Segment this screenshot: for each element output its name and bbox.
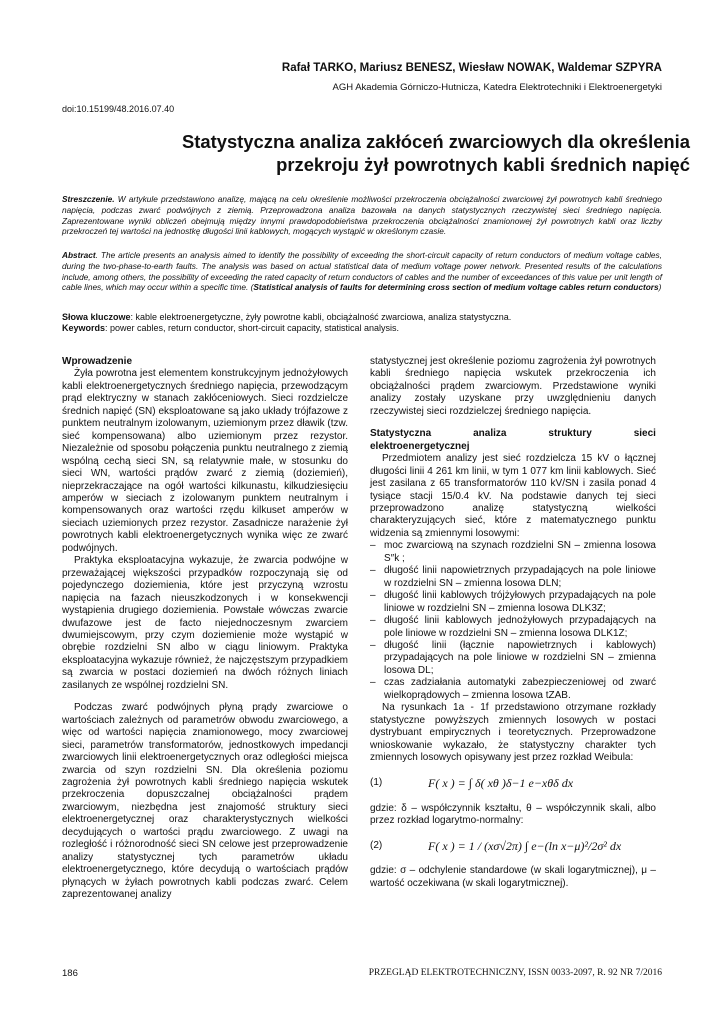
list-item [370,540,656,565]
doi[interactable]: doi:10.15199/48.2016.07.40 [62,104,175,114]
title-line-2: przekroju żył powrotnych kabli średnich napięć [276,154,690,175]
list-dash: – [370,677,376,689]
equation-2-number: (2) [370,840,383,852]
variables-list [370,540,656,702]
abstract-en [62,250,662,293]
list-item [370,565,656,590]
abstract-pl-lead: Streszczenie. [62,194,115,204]
keywords-en-text: : power cables, return conductor, short-circuit capacity, statistical analysis. [105,323,399,333]
journal-info: PRZEGLĄD ELEKTROTECHNICZNY, ISSN 0033-2097, R. 92 NR 7/2016 [368,968,662,978]
abstract-en-text: . The article presents an analysis aimed to identify the possibility of exceeding the short-circuit capacity of return conductors of medium voltage cables, during the two-phase-to-earth faults. The analysis was based on actual statistical data of medium voltage power network. Presented results of the calculations include, among others, the possibility of exceeding the rated capacity of return conductors of cables and the number of exceedances of this value per unit length of cable lines, which may occur within a specific time. ( [62,250,662,293]
paper-title [80,130,690,176]
abstract-en-close: ) [658,282,662,293]
list-item [370,677,656,702]
abstract-en-lead: Abstract [62,250,96,260]
page-number: 186 [62,968,78,979]
heading-word-2: analiza [473,428,507,440]
keywords-pl-label: Słowa kluczowe [62,312,131,322]
list-dash: – [370,590,376,602]
list-item-text: długość linii (łącznie napowietrznych i kablowych) przypadających na pole liniowe w rozdzielni SN – zmienna losowa DL; [384,639,656,676]
list-item-text: długość linii kablowych trójżyłowych przypadających na pole liniowe w rozdzielni SN – zmienna losowa DLK3Z; [384,590,656,614]
abstract-pl-text: W artykule przedstawiono analizę, mającą na celu określenie możliwości przekroczenia obciążalności zwarciowej żył powrotnych kabli średniego napięcia, podczas zwarć podwójnych z ziemią. Przeprowadzona analiza bazowała na danych statystycznych rzeczywistej sieci średniego napięcia. Zaprezentowane wyniki obliczeń obejmują między innymi prawdopodobieństwa przekroczenia obciążalności znamionowej żył powrotnych kabli oraz liczby przekroczeń tej wartości na jednostkę długości linii kablowych, mogących wystąpić w określonym czasie. [62,194,662,237]
list-item [370,640,656,677]
section-heading-intro: Wprowadzenie [62,356,133,367]
list-item-text: długość linii napowietrznych przypadających na pole liniowe w rozdzielni SN – zmienna losowa DLN; [384,565,656,589]
right-column [370,356,656,890]
analysis-paragraph-1: Przedmiotem analizy jest sieć rozdzielcza 15 kV o łącznej długości linii 4 261 km linii, w tym 1 077 km linii kablowych. Sieć jest zasilana z 65 transformatorów 110 kV/SN i zasila ponad 4 tysiące stacji 15/0.4 kV. Na podstawie danych tej sieci przeprowadzono analizę statystyczną wielkości charakteryzujących sieć, które z matematycznego punktu widzenia są zmiennymi losowymi: [370,453,656,539]
list-item-text: czas zadziałania automatyki zabezpieczeniowej od zwarć wielkoprądowych – zmienna losowa tZAB. [384,677,656,701]
list-item-text: długość linii kablowych jednożyłowych przypadających na pole liniowe w rozdzielni SN – zmienna losowa DLK1Z; [384,615,656,639]
intro-paragraph-cont: statystycznej jest określenie poziomu zagrożenia żył powrotnych kabli średniego napięcia wskutek przekroczenia ich obciążalności prądem zwarciowym. Przedstawione wyniki analizy zostały uzyskane przy uwzględnieniu danych rzeczywistej sieci rozdzielczej średniego napięcia. [370,356,656,417]
list-dash: – [370,540,376,552]
heading-word-3: struktury [548,428,592,440]
keywords-pl-text: : kable elektroenergetyczne, żyły powrotne kabli, obciążalność zwarciowa, analiza statystyczna. [130,312,512,322]
analysis-paragraph-2: Na rysunkach 1a - 1f przedstawiono otrzymane rozkłady statystyczne powyższych zmiennych losowych w postaci dystrybuant empirycznych i teoretycznych. Przeprowadzone wnioskowanie wykazało, że statystyczny charakter tych zmiennych losowych opisywany jest przez rozkład Weibula: [370,702,656,764]
analysis-paragraph-4: gdzie: σ – odchylenie standardowe (w skali logarytmicznej), μ – wartość oczekiwana (w skali logarytmicznej). [370,865,656,889]
analysis-paragraph-3: gdzie: δ – współczynnik kształtu, θ – współczynnik skali, albo przez rozkład logarytmo-normalny: [370,802,656,826]
equation-1-number: (1) [370,777,383,789]
intro-paragraph-2: Praktyka eksploatacyjna wykazuje, że zwarcia podwójne w przeważającej większości przypadków rozpoczynają się od pojedynczego doziemienia, które jest przyczyną wzrostu napięcia na fazach nieuszkodzonych i w konsekwencji wystąpienia drugiego doziemienia. Powstałe wówczas zwarcie dwufazowe jest de facto niejednoczesnym zwarciem dwumiejscowym, przy czym doziemienie może wystąpić w obrębie rozdzielni SN albo w ciągu liniowym. Praktyka eksploatacyjna wykazuje również, że najczęstszym przypadkiem są zwarcia w postaci doziemień na dwóch różnych liniach zasilanych ze wspólnej rozdzielni SN. [62,555,348,691]
equation-2 [370,827,656,865]
intro-paragraph-3: Podczas zwarć podwójnych płyną prądy zwarciowe o wartościach zależnych od parametrów obwodu zwarciowego, a więc od wartości napięcia znamionowego, mocy zwarciowej sieci, parametrów transformatorów, jednostkowych impedancji zwarciowych linii elektroenergetycznych oraz odległości miejsca zwarcia od szyn rozdzielni SN. Dla określenia poziomu zagrożenia żył powrotnych kabli średniego napięcia wskutek przekroczenia dopuszczalnej obciążalności prądem zwarciowym, niezbędna jest znajomość struktury sieci elektroenergetycznej oraz charakterystycznych wielkości decydujących o wartości prądu zwarciowego. Z uwagi na rozległość i różnorodność sieci SN celowe jest przeprowadzenie analizy statystycznej tych parametrów układu elektroenergetycznego, które decydują o wartościach prądów płynących w żyłach powrotnych kabli podczas zwarć. Celem zaprezentowanej analizy [62,702,348,901]
list-item-text: moc zwarciową na szynach rozdzielni SN – zmienna losowa S″k ; [384,540,656,564]
section-heading-analysis [370,428,656,440]
keywords-en-label: Keywords [62,323,106,333]
equation-2-expression: F( x ) = 1 / (xσ√2π) ∫ e−(ln x−μ)²/2σ² dx [428,839,622,854]
heading-word-1: Statystyczna [370,428,432,440]
affiliation: AGH Akademia Górniczo-Hutnicza, Katedra Elektrotechniki i Elektroenergetyki [332,82,662,93]
list-dash: – [370,565,376,577]
list-item [370,590,656,615]
keywords-pl [62,312,662,323]
page-footer [62,968,662,979]
list-dash: – [370,615,376,627]
section-heading-analysis-line2: elektroenergetycznej [370,440,470,452]
left-column [62,356,348,901]
keywords-en [62,323,662,334]
heading-word-4: sieci [633,428,656,440]
title-line-1: Statystyczna analiza zakłóceń zwarciowych dla określenia [181,131,690,152]
abstract-en-title: Statistical analysis of faults for determining cross section of medium voltage cables return conductors [253,282,659,293]
abstract-pl [62,194,662,237]
authors: Rafał TARKO, Mariusz BENESZ, Wiesław NOWAK, Waldemar SZPYRA [281,62,662,74]
list-dash: – [370,639,376,651]
intro-paragraph-1: Żyła powrotna jest elementem konstrukcyjnym jednożyłowych kabli elektroenergetycznych średniego napięcia, przewodzącym prąd elektryczny w stanach zakłóceniowych. Sieci rozdzielcze średnich napięć (SN) eksploatowane są jako układy trójfazowe z punktem neutralnym izolowanym, uziemionym przez dławik (tzw. sieć kompensowana) albo uziemionym przez rezystor. Niezależnie od sposobu połączenia punktu neutralnego z ziemią wspólną cechą sieci SN, są relatywnie małe, w stosunku do sieci WN, wartości prądów zwarć z ziemią (doziemień), nieprzekraczające na ogół wartości kilkunastu, kilkudziesięciu amperów w sieciach z izolowanym punktem neutralnym i kompensowanych oraz wartości rzędu kilkuset amperów w sieciach uziemionych przez rezystor. Zasadnicze narażenie żył powrotnych kabli elektroenergetycznych wynika więc ze zwarć podwójnych. [62,368,348,554]
equation-1-expression: F( x ) = ∫ δ( xθ )δ−1 e−xθδ dx [428,776,574,791]
list-item [370,615,656,640]
equation-1 [370,765,656,803]
